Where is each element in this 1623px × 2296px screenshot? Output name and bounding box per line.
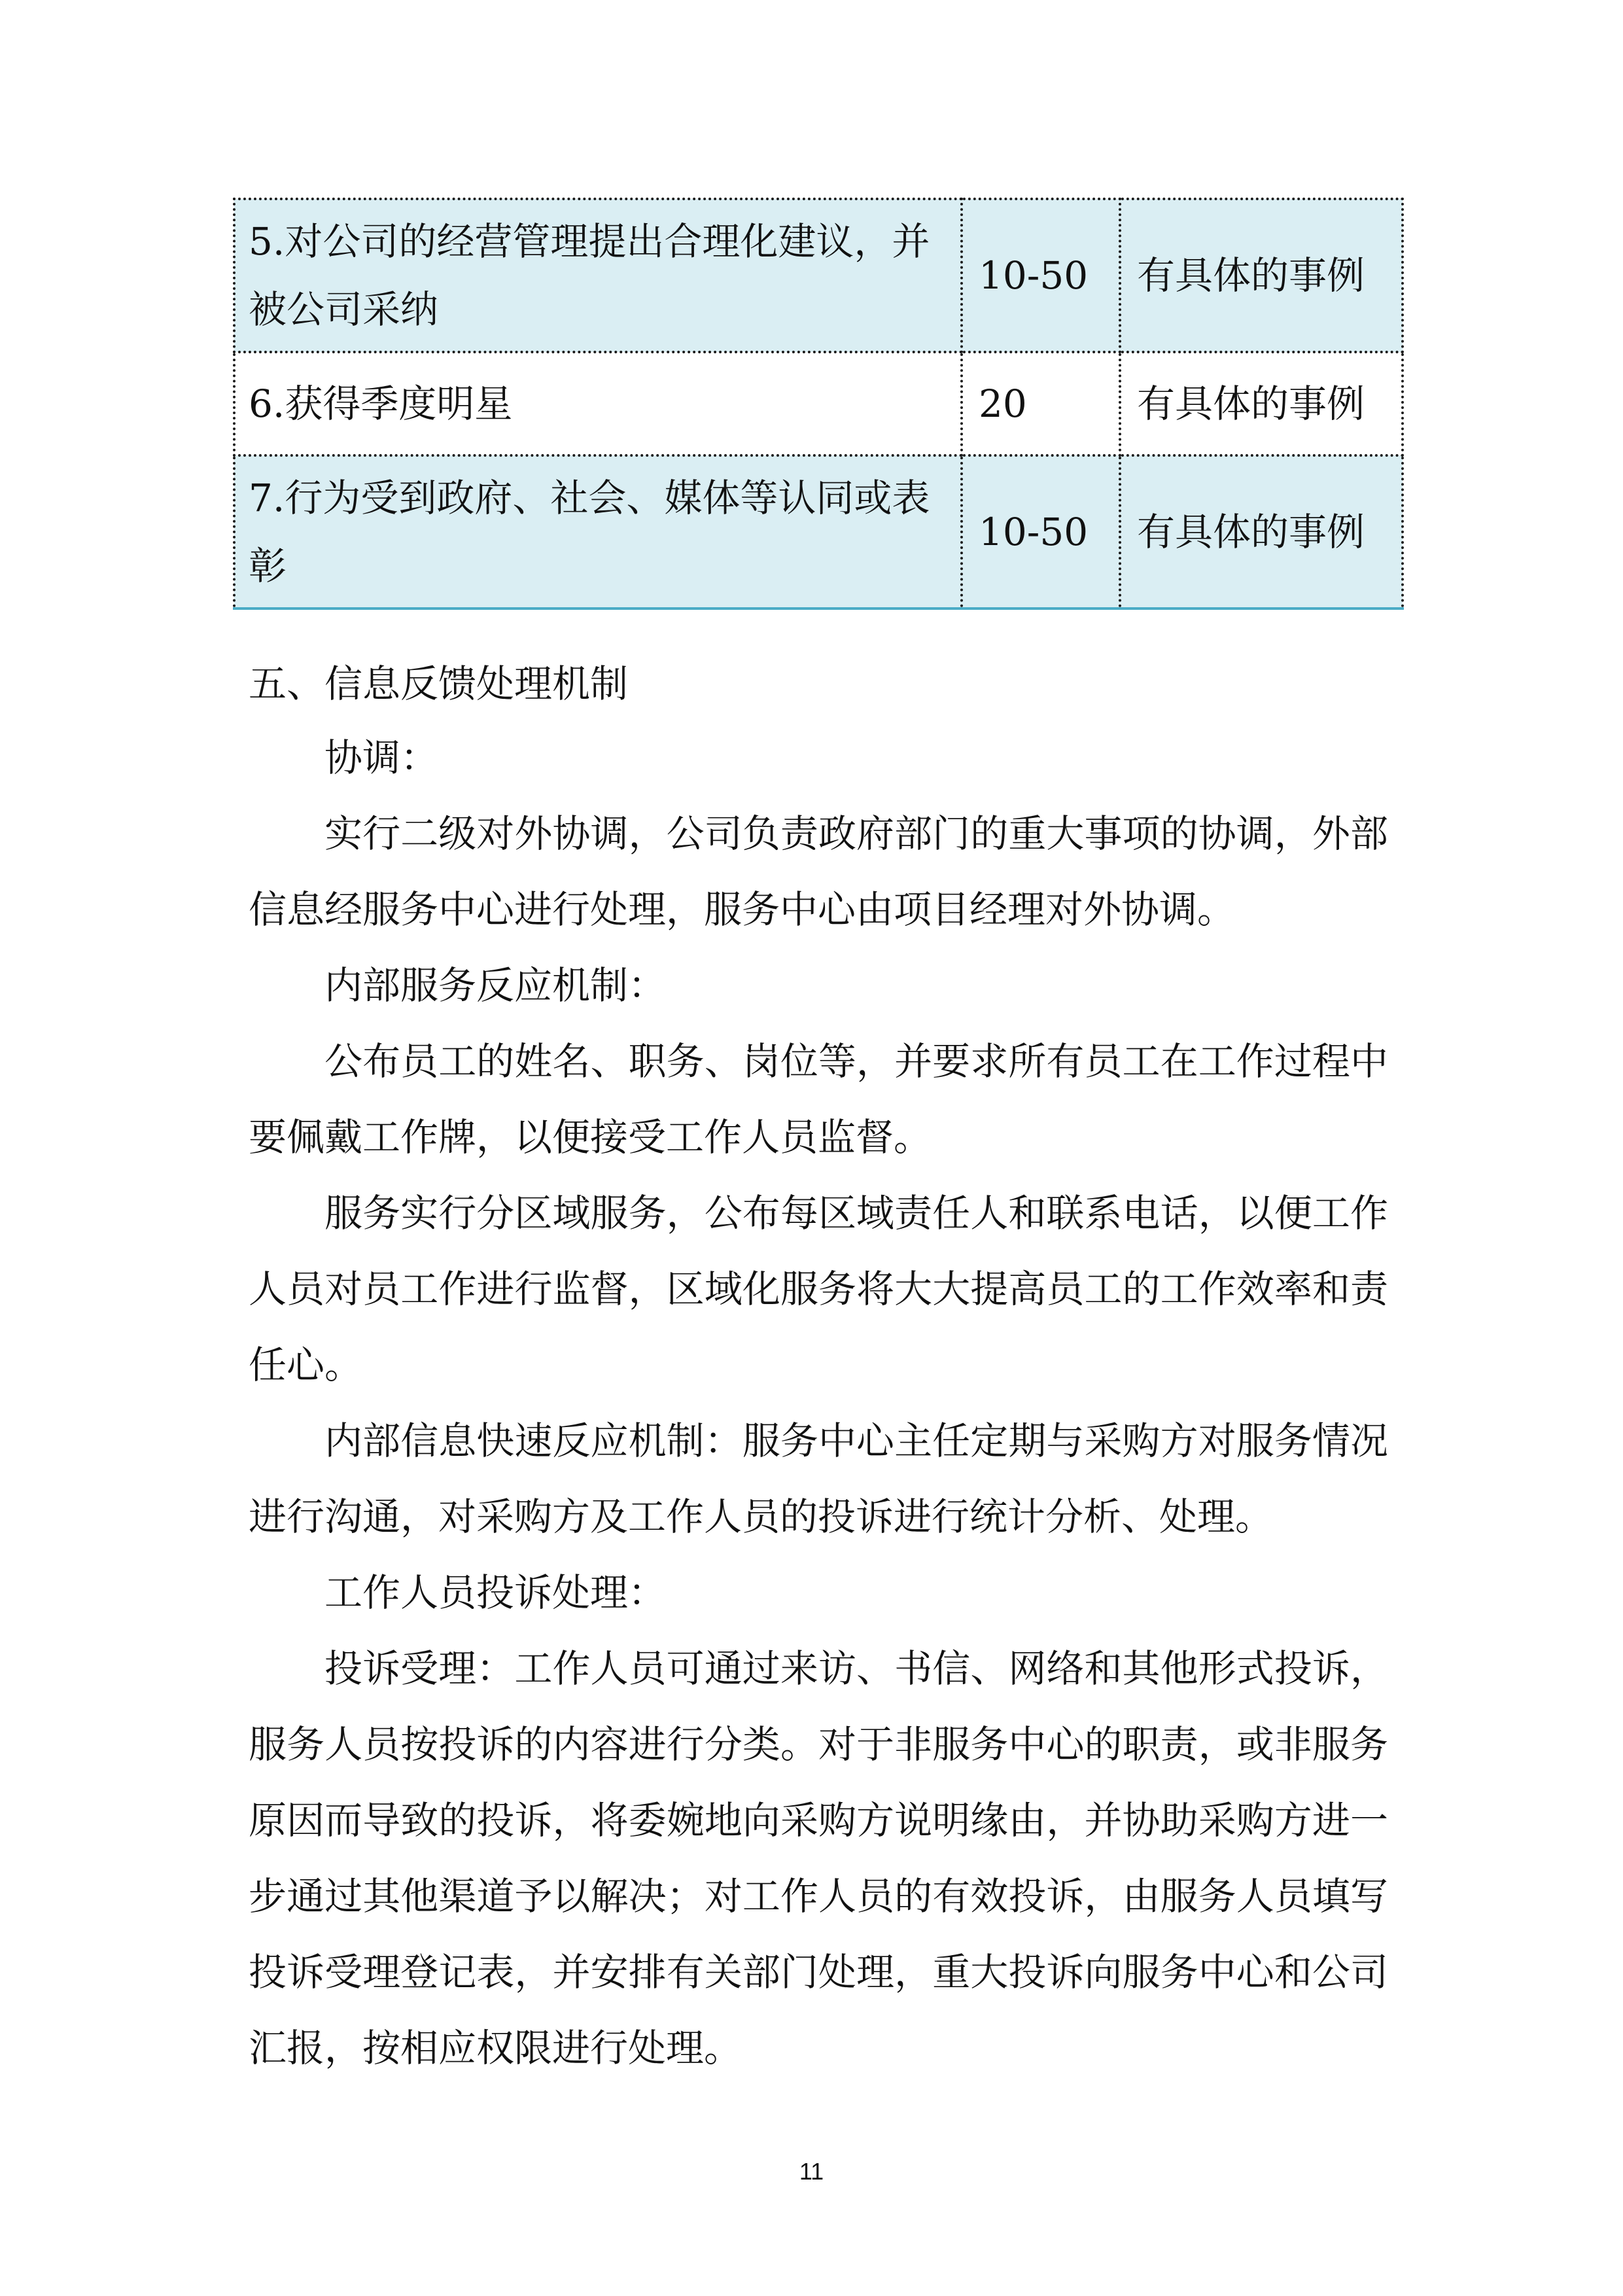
score-cell: 20 <box>962 352 1120 455</box>
page-number: 11 <box>799 2158 824 2185</box>
reward-criteria-table <box>233 198 1404 610</box>
note-cell: 有具体的事例 <box>1120 199 1403 352</box>
criteria-item-cell: 7.行为受到政府、社会、媒体等认同或表彰 <box>234 455 962 609</box>
score-cell: 10-50 <box>962 455 1120 609</box>
criteria-item-cell: 5.对公司的经营管理提出合理化建议，并被公司采纳 <box>234 199 962 352</box>
paragraph: 投诉受理：工作人员可通过来访、书信、网络和其他形式投诉，服务人员按投诉的内容进行分类。对于非服务中心的职责，或非服务原因而导致的投诉，将委婉地向采购方说明缘由，并协助采购方进一步通过其他渠道予以解决；对工作人员的有效投诉，由服务人员填写投诉受理登记表，并安排有关部门处理，重大投诉向服务中心和公司汇报，按相应权限进行处理。 <box>249 1646 1388 2070</box>
paragraph: 实行二级对外协调，公司负责政府部门的重大事项的协调，外部信息经服务中心进行处理，服务中心由项目经理对外协调。 <box>249 811 1388 932</box>
paragraph: 公布员工的姓名、职务、岗位等，并要求所有员工在工作过程中要佩戴工作牌，以便接受工作人员监督。 <box>249 1039 1388 1159</box>
note-cell: 有具体的事例 <box>1120 455 1403 609</box>
subheading-coordination: 协调： <box>324 735 439 780</box>
criteria-item-cell: 6.获得季度明星 <box>234 352 962 455</box>
subheading-complaint-handling: 工作人员投诉处理： <box>324 1570 667 1615</box>
paragraph: 内部信息快速反应机制：服务中心主任定期与采购方对服务情况进行沟通，对采购方及工作人员的投诉进行统计分析、处理。 <box>249 1419 1388 1539</box>
subheading-internal-response: 内部服务反应机制： <box>324 963 667 1008</box>
table-row <box>234 455 1403 609</box>
section-heading: 五、信息反馈处理机制 <box>249 662 629 706</box>
table-row <box>234 352 1403 455</box>
table-row <box>234 199 1403 352</box>
score-cell: 10-50 <box>962 199 1120 352</box>
paragraph: 服务实行分区域服务，公布每区域责任人和联系电话，以便工作人员对员工作进行监督，区域化服务将大大提高员工的工作效率和责任心。 <box>249 1191 1388 1387</box>
note-cell: 有具体的事例 <box>1120 352 1403 455</box>
section-body <box>249 720 1388 2086</box>
